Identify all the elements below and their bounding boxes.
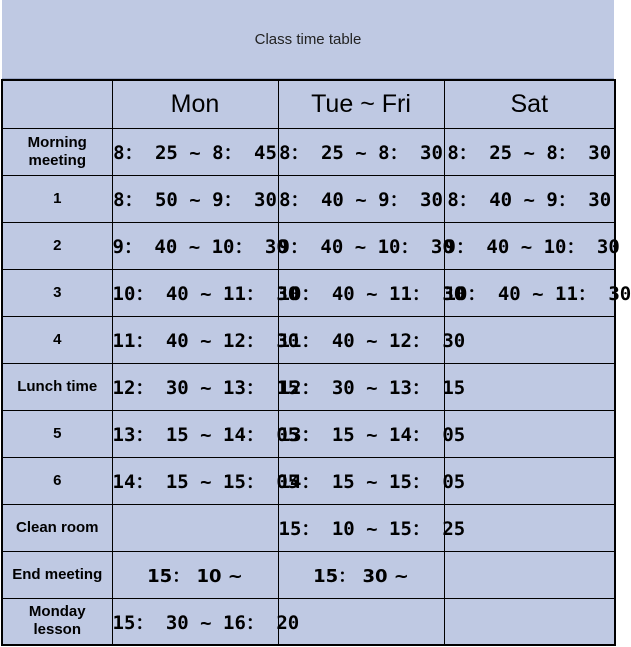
time-cell: 9： 40 ~ 10： 30 <box>112 222 278 269</box>
row-label: 2 <box>2 222 112 269</box>
time-cell <box>444 410 615 457</box>
time-cell <box>444 363 615 410</box>
time-cell <box>444 598 615 645</box>
time-cell: 8： 25 ~ 8： 30 <box>278 128 444 175</box>
time-cell: 14： 15 ~ 15： 05 <box>112 457 278 504</box>
time-cell: 12： 30 ~ 13： 15 <box>278 363 444 410</box>
time-cell: 8： 25 ~ 8： 45 <box>112 128 278 175</box>
time-cell: 11： 40 ~ 12： 30 <box>278 316 444 363</box>
row-label: 5 <box>2 410 112 457</box>
header-row <box>2 80 615 128</box>
table-row <box>2 504 615 551</box>
time-cell <box>444 504 615 551</box>
time-cell: 9： 40 ~ 10： 30 <box>278 222 444 269</box>
table-row <box>2 457 615 504</box>
table-row <box>2 316 615 363</box>
row-label: 3 <box>2 269 112 316</box>
row-label: Lunch time <box>2 363 112 410</box>
row-label: 6 <box>2 457 112 504</box>
row-label: End meeting <box>2 551 112 598</box>
time-cell: 15： 30 ~ <box>278 551 444 598</box>
table-row <box>2 410 615 457</box>
time-cell: 10： 40 ~ 11： 30 <box>444 269 615 316</box>
time-cell: 13： 15 ~ 14： 05 <box>112 410 278 457</box>
time-cell: 15： 10 ~ <box>112 551 278 598</box>
table-row <box>2 598 615 645</box>
time-cell <box>112 504 278 551</box>
time-cell: 10： 40 ~ 11： 30 <box>278 269 444 316</box>
timetable <box>1 79 631 646</box>
header-corner <box>2 80 112 128</box>
row-label: 1 <box>2 175 112 222</box>
row-label: Morning meeting <box>2 128 112 175</box>
time-cell <box>444 316 615 363</box>
header-tue-fri: Tue ~ Fri <box>278 80 444 128</box>
table-row <box>2 551 615 598</box>
table-row <box>2 269 615 316</box>
row-label: Monday lesson <box>2 598 112 645</box>
page-title: Class time table <box>2 0 614 79</box>
time-cell: 15： 30 ~ 16： 20 <box>112 598 278 645</box>
table-row <box>2 175 615 222</box>
time-cell <box>444 551 615 598</box>
time-cell: 8： 25 ~ 8： 30 <box>444 128 615 175</box>
table-row <box>2 128 615 175</box>
row-label: Clean room <box>2 504 112 551</box>
time-cell: 11： 40 ~ 12： 30 <box>112 316 278 363</box>
time-cell: 15： 10 ~ 15： 25 <box>278 504 444 551</box>
time-cell: 8： 40 ~ 9： 30 <box>278 175 444 222</box>
header-sat: Sat <box>444 80 615 128</box>
time-cell: 9： 40 ~ 10： 30 <box>444 222 615 269</box>
time-cell: 8： 40 ~ 9： 30 <box>444 175 615 222</box>
header-mon: Mon <box>112 80 278 128</box>
time-cell: 13： 15 ~ 14： 05 <box>278 410 444 457</box>
time-cell <box>278 598 444 645</box>
time-cell: 14： 15 ~ 15： 05 <box>278 457 444 504</box>
table-row <box>2 222 615 269</box>
time-cell: 10： 40 ~ 11： 30 <box>112 269 278 316</box>
table-row <box>2 363 615 410</box>
time-cell: 8： 50 ~ 9： 30 <box>112 175 278 222</box>
row-label: 4 <box>2 316 112 363</box>
time-cell <box>444 457 615 504</box>
time-cell: 12： 30 ~ 13： 15 <box>112 363 278 410</box>
